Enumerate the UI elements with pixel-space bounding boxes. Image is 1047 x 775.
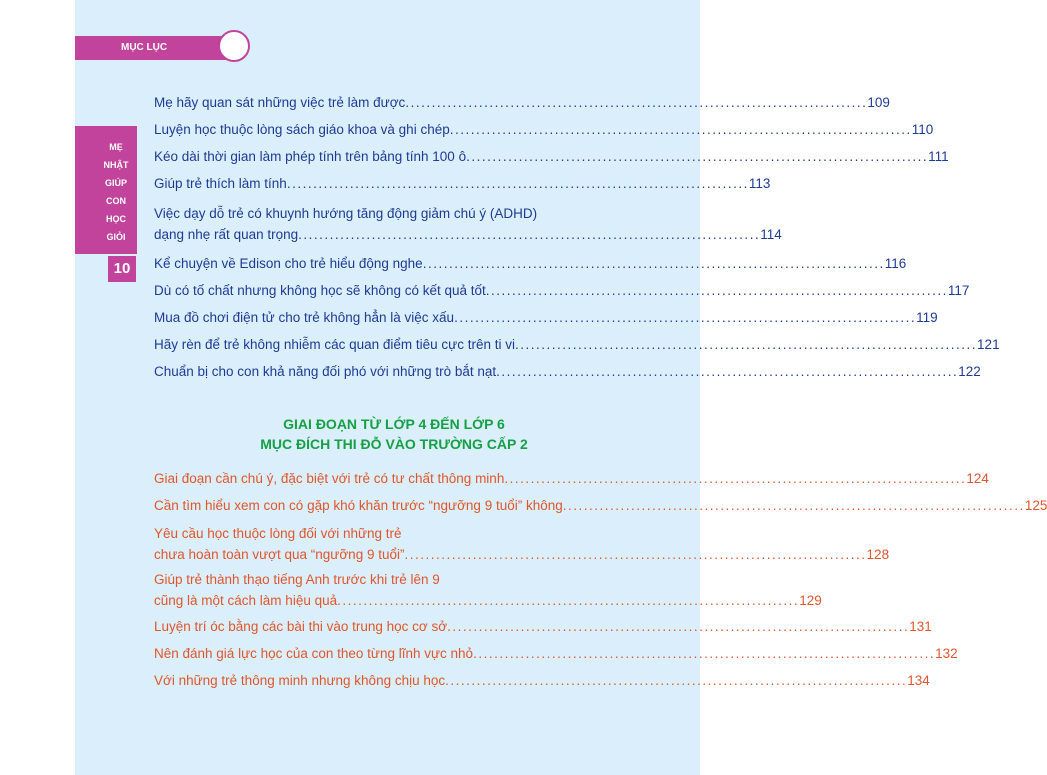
- toc-entry[interactable]: Hãy rèn để trẻ không nhiễm các quan điểm tiêu cực trên ti vi ........................................................................................ 121: [154, 337, 1000, 352]
- toc-entry[interactable]: Yêu cầu học thuộc lòng đối với những trẻ chưa hoàn toàn vượt qua “ngưỡng 9 tuổi” ........................................................................................ 128: [154, 526, 890, 562]
- toc-entry[interactable]: Luyện trí óc bằng các bài thi vào trung học cơ sở ........................................................................................ 131: [154, 619, 932, 634]
- toc-entry[interactable]: Mua đồ chơi điện tử cho trẻ không hẳn là việc xấu ........................................................................................ 119: [154, 310, 938, 325]
- side-tab-line: GIÚP: [104, 178, 127, 188]
- side-tab: [75, 126, 137, 254]
- toc-entry[interactable]: Giúp trẻ thành thạo tiếng Anh trước khi trẻ lên 9 cũng là một cách làm hiệu quả ........................................................................................ 129: [154, 572, 822, 608]
- section-heading: [154, 414, 634, 454]
- toc-list-part-2: [154, 465, 1047, 694]
- toc-entry[interactable]: Mẹ hãy quan sát những việc trẻ làm được ........................................................................................ 109: [154, 95, 890, 110]
- toc-list-part-1: [154, 89, 1000, 385]
- side-tab-line: NHẬT: [103, 160, 129, 170]
- toc-entry[interactable]: Kể chuyện về Edison cho trẻ hiểu động nghe ........................................................................................ 116: [154, 256, 907, 271]
- section-heading-line: MỤC ĐÍCH THI ĐỖ VÀO TRƯỜNG CẤP 2: [260, 436, 528, 452]
- page-number: 10: [108, 256, 136, 282]
- side-tab-line: MẸ: [109, 142, 123, 152]
- toc-entry[interactable]: Chuẩn bị cho con khả năng đối phó với những trò bắt nạt ........................................................................................ 122: [154, 364, 981, 379]
- toc-entry[interactable]: Kéo dài thời gian làm phép tính trên bảng tính 100 ô ........................................................................................ 111: [154, 149, 949, 164]
- section-heading-line: GIAI ĐOẠN TỪ LỚP 4 ĐẾN LỚP 6: [283, 416, 505, 432]
- side-tab-line: HỌC: [106, 214, 126, 224]
- toc-entry[interactable]: Giai đoạn cần chú ý, đặc biệt với trẻ có tư chất thông minh ........................................................................................ 124: [154, 471, 989, 486]
- toc-entry[interactable]: Nên đánh giá lực học của con theo từng lĩnh vực nhỏ ........................................................................................ 132: [154, 646, 958, 661]
- toc-entry[interactable]: Luyện học thuộc lòng sách giáo khoa và ghi chép ........................................................................................ 110: [154, 122, 934, 137]
- toc-entry[interactable]: Việc dạy dỗ trẻ có khuynh hướng tăng động giảm chú ý (ADHD) dạng nhẹ rất quan trọng ........................................................................................ 114: [154, 206, 782, 242]
- toc-entry[interactable]: Giúp trẻ thích làm tính ........................................................................................ 113: [154, 176, 771, 191]
- side-tab-line: CON: [106, 196, 126, 206]
- toc-entry[interactable]: Cần tìm hiểu xem con có gặp khó khăn trước “ngưỡng 9 tuổi” không ........................................................................................ 125: [154, 498, 1047, 513]
- side-tab-line: GIỎI: [106, 232, 126, 242]
- toc-entry[interactable]: Với những trẻ thông minh nhưng không chịu học ........................................................................................ 134: [154, 673, 930, 688]
- page-header: MỤC LỤC: [75, 36, 235, 60]
- header-circle-decoration: [218, 30, 250, 62]
- toc-entry[interactable]: Dù có tố chất nhưng không học sẽ không có kết quả tốt ........................................................................................ 117: [154, 283, 970, 298]
